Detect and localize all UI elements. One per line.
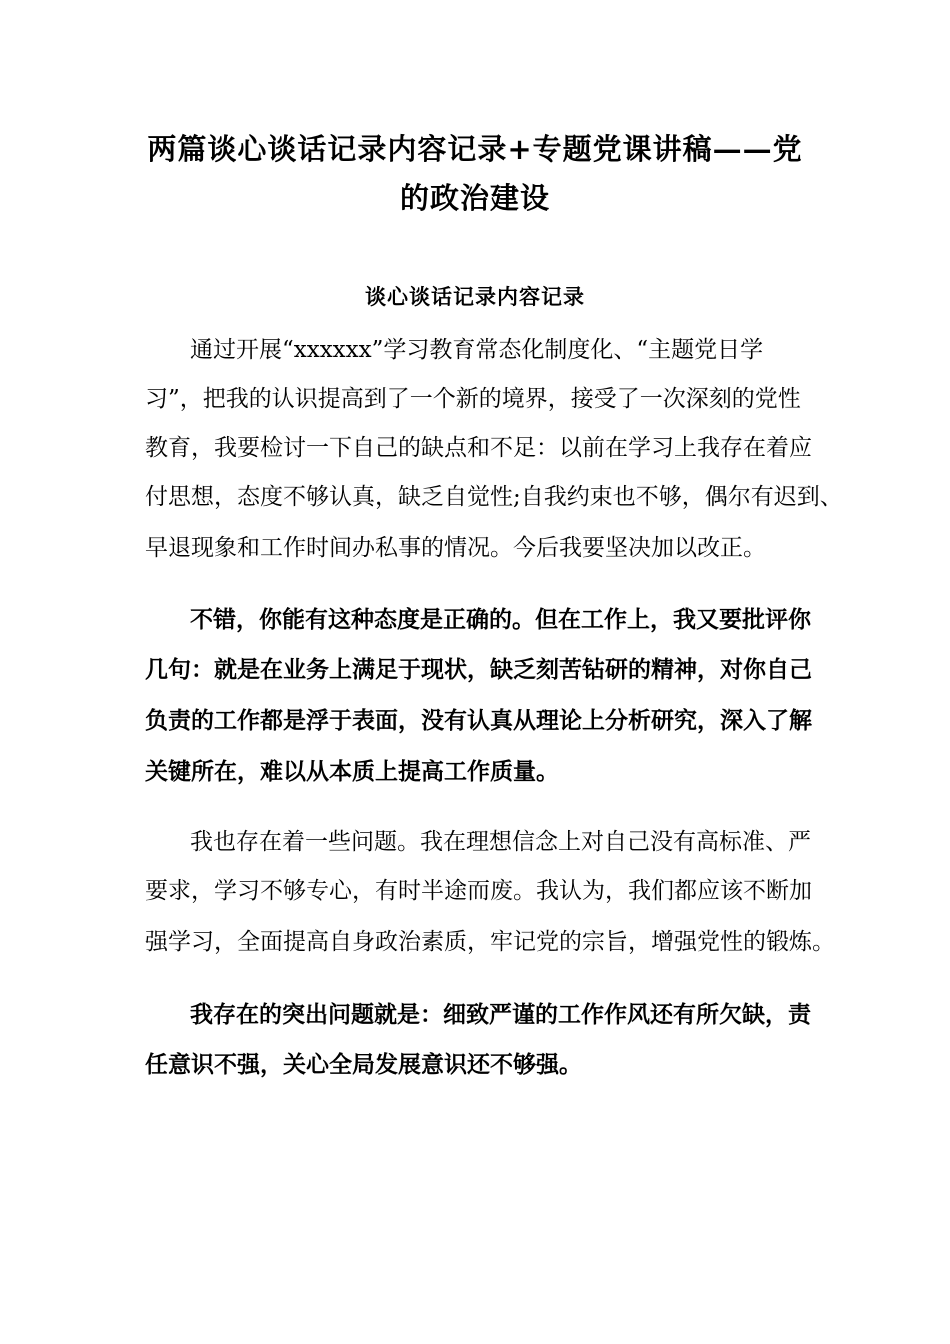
paragraph-2-line-1: 不错，你能有这种态度是正确的。但在工作上，我又要批评你 <box>190 606 811 633</box>
paragraph-3-line-2: 要求，学习不够专心，有时半途而废。我认为，我们都应该不断加 <box>145 878 812 904</box>
paragraph-4-line-2: 任意识不强，关心全局发展意识还不够强。 <box>145 1051 582 1078</box>
paragraph-1-line-2: 习”，把我的认识提高到了一个新的境界，接受了一次深刻的党性 <box>145 386 801 412</box>
document-title-line-2: 的政治建设 <box>399 181 550 215</box>
section-subtitle: 谈心谈话记录内容记录 <box>365 284 585 309</box>
paragraph-4-line-1: 我存在的突出问题就是：细致严谨的工作作风还有所欠缺，责 <box>190 1001 811 1028</box>
paragraph-2-line-2: 几句：就是在业务上满足于现状，缺乏刻苦钻研的精神，对你自己 <box>145 656 812 683</box>
document-title-line-1: 两篇谈心谈话记录内容记录+专题党课讲稿——党 <box>147 132 803 166</box>
paragraph-3-line-3: 强学习，全面提高自身政治素质，牢记党的宗旨，增强党性的锻炼。 <box>145 929 835 955</box>
paragraph-1-line-3: 教育，我要检讨一下自己的缺点和不足：以前在学习上我存在着应 <box>145 435 812 461</box>
paragraph-2-line-3: 负责的工作都是浮于表面，没有认真从理论上分析研究，深入了解 <box>145 707 812 734</box>
paragraph-1-line-4: 付思想，态度不够认真，缺乏自觉性;自我约束也不够，偶尔有迟到、 <box>145 484 843 510</box>
paragraph-1-line-5: 早退现象和工作时间办私事的情况。今后我要坚决加以改正。 <box>145 535 766 561</box>
paragraph-3-line-1: 我也存在着一些问题。我在理想信念上对自己没有高标准、严 <box>190 829 811 855</box>
paragraph-2-line-4: 关键所在，难以从本质上提高工作质量。 <box>145 758 559 785</box>
paragraph-1-line-1: 通过开展“xxxxxx”学习教育常态化制度化、“主题党日学 <box>190 337 764 363</box>
